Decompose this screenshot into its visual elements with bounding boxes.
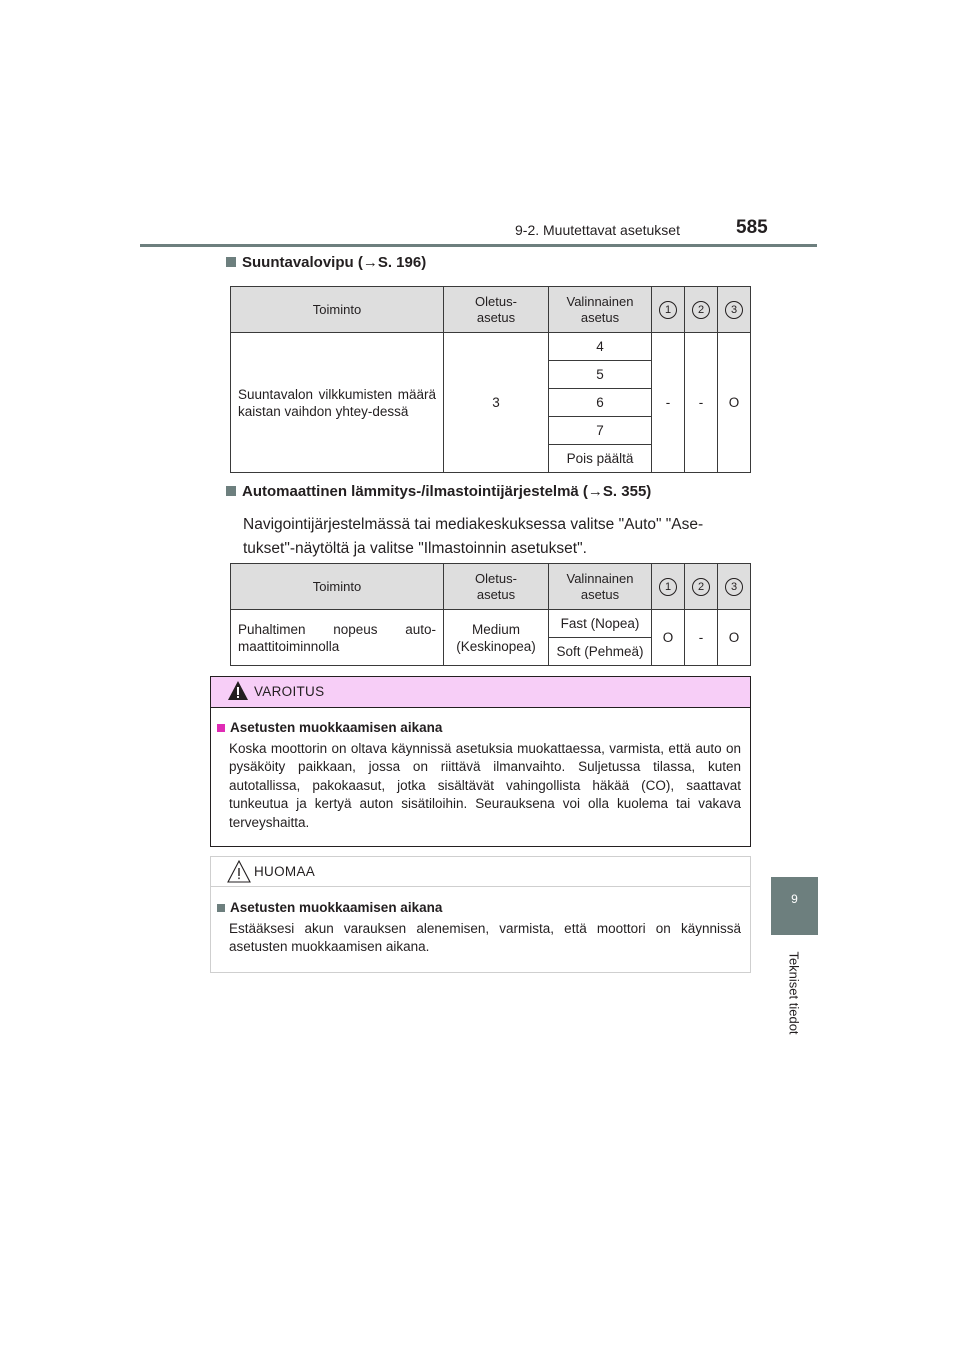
cell-function: Puhaltimen nopeus auto-maattitoiminnolla	[231, 610, 444, 666]
notice-header	[211, 857, 750, 887]
notice-box	[210, 856, 751, 973]
warning-header	[211, 677, 750, 708]
cell-option: Pois päältä	[549, 445, 652, 473]
section-heading-text: Automaattinen lämmitys-/ilmastointijärjestelmä (→S. 355)	[242, 483, 652, 500]
cell-option: Fast (Nopea)	[549, 610, 652, 638]
table-row	[231, 610, 751, 638]
notice-subheading-text: Asetusten muokkaamisen aikana	[230, 900, 443, 915]
warning-box	[210, 676, 751, 847]
col-header-default: Oletus-asetus	[444, 287, 549, 333]
warning-title: VAROITUS	[254, 684, 325, 699]
cell-col2: -	[685, 610, 718, 666]
settings-table-climate	[230, 563, 751, 666]
section-heading-text: Suuntavalovipu (→S. 196)	[242, 254, 427, 271]
bullet-square-icon	[226, 486, 236, 496]
warning-subheading	[217, 720, 442, 735]
cell-col1: O	[652, 610, 685, 666]
notice-title: HUOMAA	[254, 864, 316, 879]
bullet-square-icon	[226, 257, 236, 267]
section-paragraph: Navigointijärjestelmässä tai mediakeskuksessa valitse "Auto" "Ase-tukset"-näytöltä ja valitse "Ilmastoinnin asetukset".	[243, 516, 704, 557]
circled-number-1: 1	[659, 301, 677, 319]
col-header-1	[652, 564, 685, 610]
chapter-tab[interactable]: 9	[771, 877, 818, 935]
chapter-label	[781, 940, 807, 1045]
circled-number-2: 2	[692, 578, 710, 596]
cell-col1: -	[652, 333, 685, 473]
notice-subheading	[217, 900, 442, 915]
cell-option: 5	[549, 361, 652, 389]
cell-default: Medium (Keskinopea)	[444, 610, 549, 666]
circled-number-3: 3	[725, 578, 743, 596]
table-header-row	[231, 287, 751, 333]
table-row	[231, 333, 751, 361]
warning-triangle-icon	[227, 679, 249, 708]
cell-default: 3	[444, 333, 549, 473]
notice-text: Estääksesi akun varauksen alenemisen, varmista, että moottori on käynnissä asetusten muokkaamisen aikana.	[229, 921, 741, 955]
col-header-function: Toiminto	[231, 564, 444, 610]
cell-option: 4	[549, 333, 652, 361]
table-header-row	[231, 564, 751, 610]
col-header-3	[718, 564, 751, 610]
cell-option: 6	[549, 389, 652, 417]
circled-number-1: 1	[659, 578, 677, 596]
section-heading-climate	[226, 483, 651, 500]
section-title: 9-2. Muutettavat asetukset	[515, 222, 680, 238]
bullet-square-icon	[217, 904, 225, 912]
bullet-square-icon	[217, 724, 225, 732]
section-heading-turn-signal	[226, 254, 426, 271]
warning-subheading-text: Asetusten muokkaamisen aikana	[230, 720, 443, 735]
warning-text: Koska moottorin on oltava käynnissä asetuksia muokattaessa, varmista, että auto on pysäköity paikkaan, jossa on riittävä ilmanvaihto. Suljetussa tilassa, kuten autotallissa, pakokaasut, jotka sisältävät vahingollista häkää (CO), saattavat tunkeutua ja kertyä auton sisätiloihin. Seurauksena voi olla kuolema tai vakava terveyshaitta.	[229, 741, 741, 830]
settings-table-turn-signal	[230, 286, 751, 473]
chapter-label-text: Tekniset tiedot	[786, 950, 802, 1035]
col-header-2	[685, 564, 718, 610]
header-rule	[140, 244, 817, 247]
col-header-3	[718, 287, 751, 333]
col-header-1	[652, 287, 685, 333]
circled-number-2: 2	[692, 301, 710, 319]
cell-option: 7	[549, 417, 652, 445]
col-header-default: Oletus-asetus	[444, 564, 549, 610]
cell-option: Soft (Pehmeä)	[549, 638, 652, 666]
cell-col3: O	[718, 333, 751, 473]
circled-number-3: 3	[725, 301, 743, 319]
page-number: 585	[736, 217, 768, 238]
cell-col2: -	[685, 333, 718, 473]
col-header-options: Valinnainen asetus	[549, 564, 652, 610]
col-header-2	[685, 287, 718, 333]
cell-function: Suuntavalon vilkkumisten määrä kaistan vaihdon yhtey-dessä	[231, 333, 444, 473]
col-header-options: Valinnainen asetus	[549, 287, 652, 333]
cell-col3: O	[718, 610, 751, 666]
caution-triangle-icon	[227, 859, 251, 890]
col-header-function: Toiminto	[231, 287, 444, 333]
